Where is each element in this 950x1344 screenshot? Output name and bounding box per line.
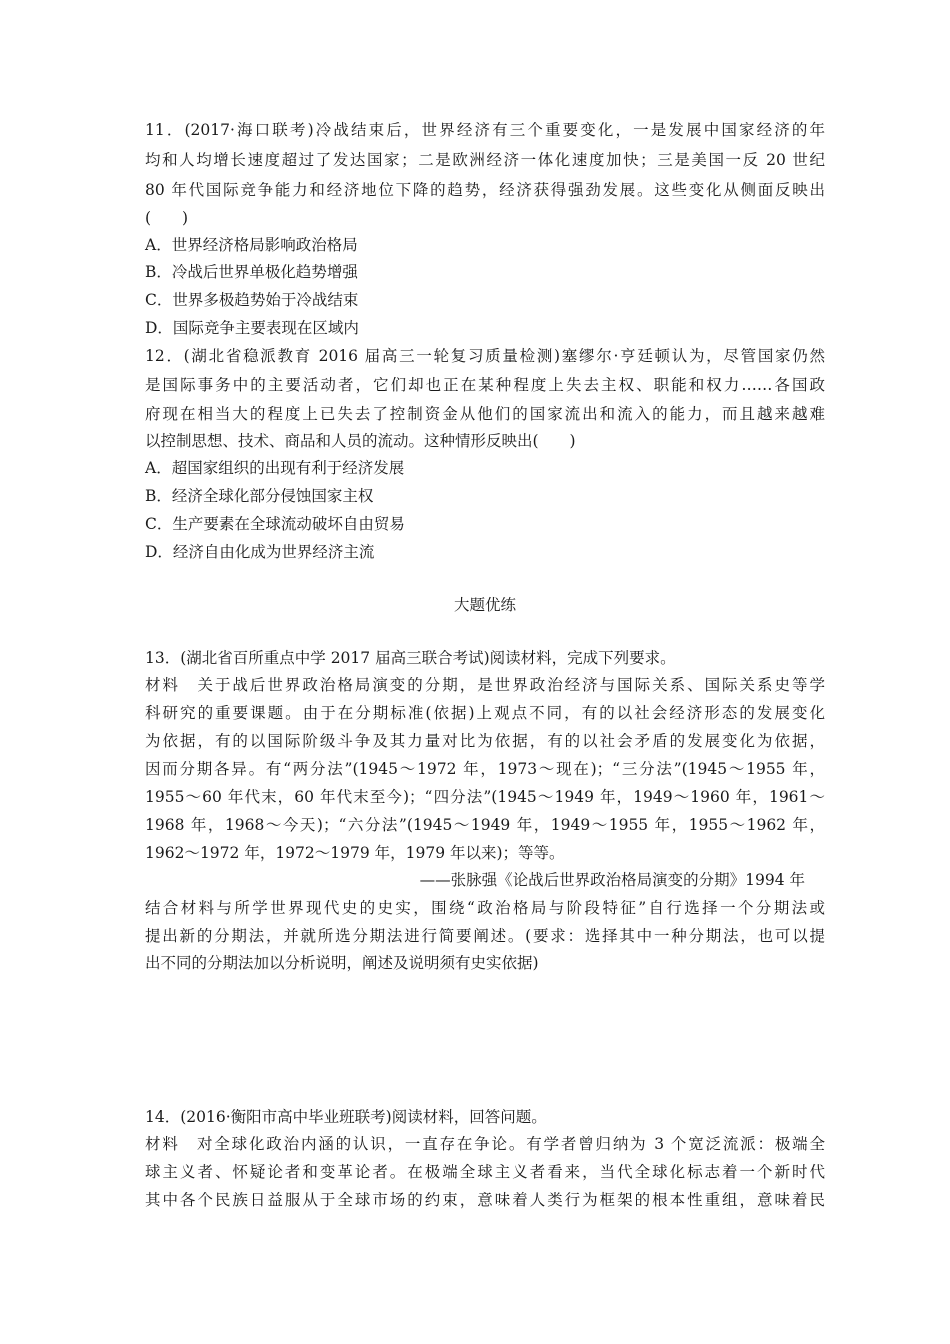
question-text-line: 以控制思想、技术、商品和人员的流动。这种情形反映出( ) bbox=[145, 432, 576, 450]
material-text-line: 其中各个民族日益服从于全球市场的约束，意味着人类行为框架的根本性重组，意味着民 bbox=[145, 1191, 825, 1209]
option-c: C．生产要素在全球流动破坏自由贸易 bbox=[145, 515, 405, 533]
question-text-line: 府现在相当大的程度上已失去了控制资金从他们的国家流出和流入的能力，而且越来越难 bbox=[145, 405, 825, 423]
material-text-line: 1955～60 年代末，60 年代末至今)；“四分法”(1945～1949 年，1949～1960 年，1961～ bbox=[145, 788, 825, 806]
material-text-line: 材料 关于战后世界政治格局演变的分期，是世界政治经济与国际关系、国际关系史等学 bbox=[145, 676, 825, 694]
option-b: B．冷战后世界单极化趋势增强 bbox=[145, 263, 358, 281]
section-title: 大题优练 bbox=[453, 596, 516, 614]
question-text-line: 是国际事务中的主要活动者，它们却也正在某种程度上失去主权、职能和权力……各国政 bbox=[145, 376, 825, 394]
option-d: D．经济自由化成为世界经济主流 bbox=[145, 543, 375, 561]
task-text-line: 结合材料与所学世界现代史的史实，围绕“政治格局与阶段特征”自行选择一个分期法或 bbox=[145, 899, 825, 917]
material-text-line: 科研究的重要课题。由于在分期标准(依据)上观点不同，有的以社会经济形态的发展变化 bbox=[145, 704, 825, 722]
option-c: C．世界多极趋势始于冷战结束 bbox=[145, 291, 359, 309]
answer-blank: ( ) bbox=[145, 209, 189, 227]
option-b: B．经济全球化部分侵蚀国家主权 bbox=[145, 487, 374, 505]
material-text-line: 因而分期各异。有“两分法”(1945～1972 年，1973～现在)；“三分法”(1945～1955 年， bbox=[145, 760, 825, 778]
material-text-line: 1962～1972 年，1972～1979 年，1979 年以来)；等等。 bbox=[145, 844, 565, 862]
material-text-line: 材料 对全球化政治内涵的认识，一直存在争论。有学者曾归纳为 3 个宽泛流派：极端全 bbox=[145, 1135, 825, 1153]
question-text-line: 12．(湖北省稳派教育 2016 届高三一轮复习质量检测)塞缪尔·亨廷顿认为，尽管国家仍然 bbox=[145, 347, 825, 365]
question-text-line: 13．(湖北省百所重点中学 2017 届高三联合考试)阅读材料，完成下列要求。 bbox=[145, 649, 676, 667]
material-text-line: 1968 年，1968～今天)；“六分法”(1945～1949 年，1949～1955 年，1955～1962 年， bbox=[145, 816, 825, 834]
option-d: D．国际竞争主要表现在区域内 bbox=[145, 319, 359, 337]
material-source: ——张脉强《论战后世界政治格局演变的分期》1994 年 bbox=[419, 871, 805, 889]
question-text-line: 11．(2017·海口联考)冷战结束后，世界经济有三个重要变化，一是发展中国家经济的年 bbox=[145, 121, 825, 139]
option-a: A．超国家组织的出现有利于经济发展 bbox=[145, 459, 405, 477]
question-text-line: 均和人均增长速度超过了发达国家；二是欧洲经济一体化速度加快；三是美国一反 20 世纪 bbox=[145, 151, 825, 169]
material-text-line: 球主义者、怀疑论者和变革论者。在极端全球主义者看来，当代全球化标志着一个新时代 bbox=[145, 1163, 825, 1181]
task-text-line: 提出新的分期法，并就所选分期法进行简要阐述。(要求：选择其中一种分期法，也可以提 bbox=[145, 927, 825, 945]
option-a: A．世界经济格局影响政治格局 bbox=[145, 236, 358, 254]
question-text-line: 80 年代国际竞争能力和经济地位下降的趋势，经济获得强劲发展。这些变化从侧面反映出 bbox=[145, 181, 825, 199]
question-text-line: 14．(2016·衡阳市高中毕业班联考)阅读材料，回答问题。 bbox=[145, 1108, 547, 1126]
task-text-line: 出不同的分期法加以分析说明，阐述及说明须有史实依据) bbox=[145, 954, 539, 972]
material-text-line: 为依据，有的以国际阶级斗争及其力量对比为依据，有的以社会矛盾的发展变化为依据， bbox=[145, 732, 825, 750]
